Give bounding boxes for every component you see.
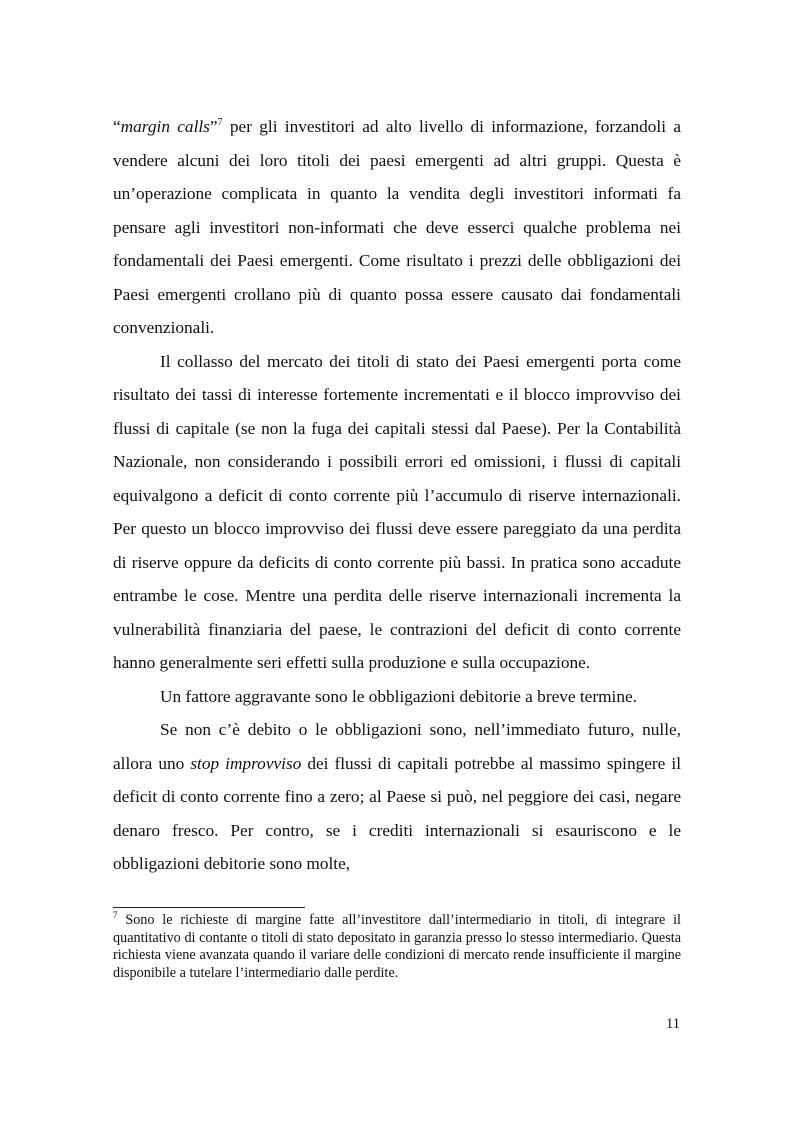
footnote: [113, 912, 681, 982]
paragraph-4: [113, 713, 681, 881]
paragraph-4-after: dei flussi di capitali potrebbe al massimo spingere il deficit di conto corrente fino a zero; al Paese si può, nel peggiore dei casi, negare denaro fresco. Per contro, se i crediti internazionali si esauriscono e le obbligazioni debitorie sono molte,: [113, 753, 681, 873]
close-quote: ”: [209, 117, 218, 136]
footnote-text: Sono le richieste di margine fatte all’investitore dall’intermediario in titoli, di integrare il quantitativo di contante o titoli di stato depositato in garanzia presso lo stesso intermediario. Questa richiesta viene avanzata quando il variare delle condizioni di mercato rende insufficiente il margine disponibile a tutelare l’intermediario dalle perdite.: [113, 912, 681, 981]
paragraph-1-text: per gli investitori ad alto livello di informazione, forzandoli a vendere alcuni dei loro titoli dei paesi emergenti ad altri gruppi. Questa è un’operazione complicata in quanto la vendita degli investitori informati fa pensare agli investitori non-informati che deve esserci qualche problema nei fondamentali dei Paesi emergenti. Come risultato i prezzi delle obbligazioni dei Paesi emergenti crollano più di quanto possa essere causato dai fondamentali convenzionali.: [113, 117, 681, 337]
footnote-marker: 7: [113, 910, 118, 920]
paragraph-2: Il collasso del mercato dei titoli di stato dei Paesi emergenti porta come risultato dei tassi di interesse fortemente incrementati e il blocco improvviso dei flussi di capitale (se non la fuga dei capitali stessi dal Paese). Per la Contabilità Nazionale, non considerando i possibili errori ed omissioni, i flussi di capitali equivalgono a deficit di conto corrente più l’accumulo di riserve internazionali. Per questo un blocco improvviso dei flussi deve essere pareggiato da una perdita di riserve oppure da deficits di conto corrente più bassi. In pratica sono accadute entrambe le cose. Mentre una perdita delle riserve internazionali incrementa la vulnerabilità finanziaria del paese, le contrazioni del deficit di conto corrente hanno generalmente seri effetti sulla produzione e sulla occupazione.: [113, 351, 681, 672]
footnote-separator: [113, 907, 305, 908]
page-number: 11: [666, 1016, 680, 1032]
footnote-reference[interactable]: 7: [217, 117, 223, 128]
paragraph-4-before: Se non c’è debito o le obbligazioni sono, nell’immediato futuro, nulle, allora uno: [113, 720, 681, 773]
paragraph-3: Un fattore aggravante sono le obbligazioni debitorie a breve termine.: [160, 686, 637, 706]
open-quote: “: [113, 117, 121, 136]
main-text: [113, 110, 681, 881]
italic-emphasis: stop improvviso: [190, 753, 302, 773]
italic-term: margin calls: [120, 117, 210, 136]
paragraph-1: [113, 110, 681, 345]
